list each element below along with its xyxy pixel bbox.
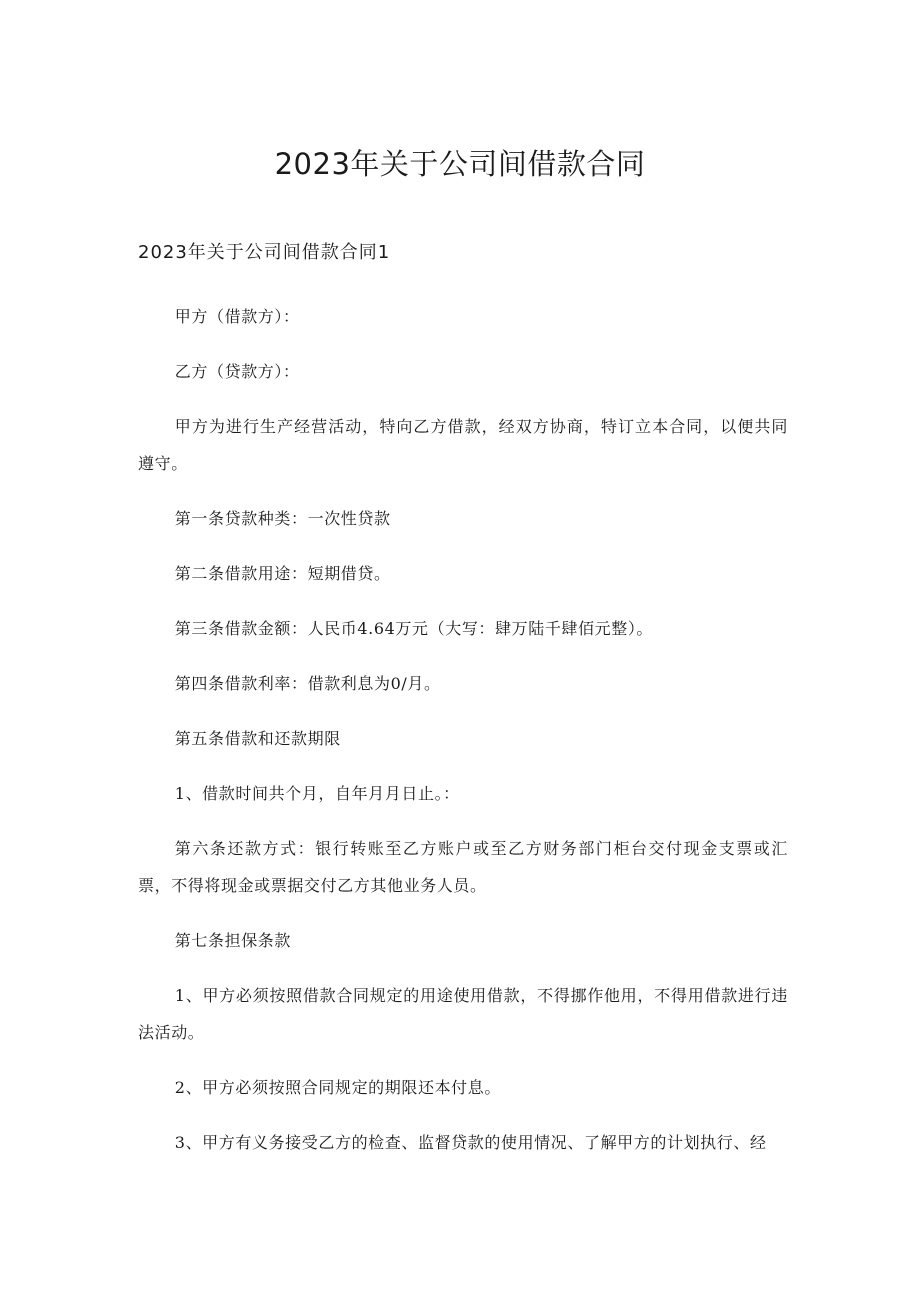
article-7-clause-2: 2、甲方必须按照合同规定的期限还本付息。 xyxy=(174,1078,501,1097)
article-4-interest-rate: 第四条借款利率：借款利息为0/月。 xyxy=(174,674,441,693)
article-2-loan-purpose: 第二条借款用途：短期借贷。 xyxy=(174,564,391,583)
party-a-line: 甲方（借款方）： xyxy=(174,307,300,326)
article-3-loan-amount: 第三条借款金额：人民币4.64万元（大写：肆万陆千肆佰元整）。 xyxy=(174,619,654,638)
article-7-clause-3: 3、甲方有义务接受乙方的检查、监督贷款的使用情况、了解甲方的计划执行、经 xyxy=(174,1133,767,1152)
document-title: 2023年关于公司间借款合同 xyxy=(274,147,646,181)
article-5-heading: 第五条借款和还款期限 xyxy=(174,729,341,748)
section-title: 2023年关于公司间借款合同1 xyxy=(138,242,391,263)
preamble-paragraph: 甲方为进行生产经营活动，特向乙方借款，经双方协商，特订立本合同，以便共同遵守。 xyxy=(138,417,788,473)
article-1-loan-type: 第一条贷款种类：一次性贷款 xyxy=(174,509,391,528)
article-7-heading: 第七条担保条款 xyxy=(174,931,291,950)
article-5-clause-1: 1、借款时间共个月，自年月月日止。： xyxy=(174,784,460,803)
party-b-line: 乙方（贷款方）： xyxy=(174,362,300,381)
article-6-repayment-method: 第六条还款方式：银行转账至乙方账户或至乙方财务部门柜台交付现金支票或汇票，不得将现金或票据交付乙方其他业务人员。 xyxy=(138,839,788,895)
document-body xyxy=(138,298,788,1179)
article-7-clause-1: 1、甲方必须按照借款合同规定的用途使用借款，不得挪作他用，不得用借款进行违法活动。 xyxy=(138,986,788,1042)
